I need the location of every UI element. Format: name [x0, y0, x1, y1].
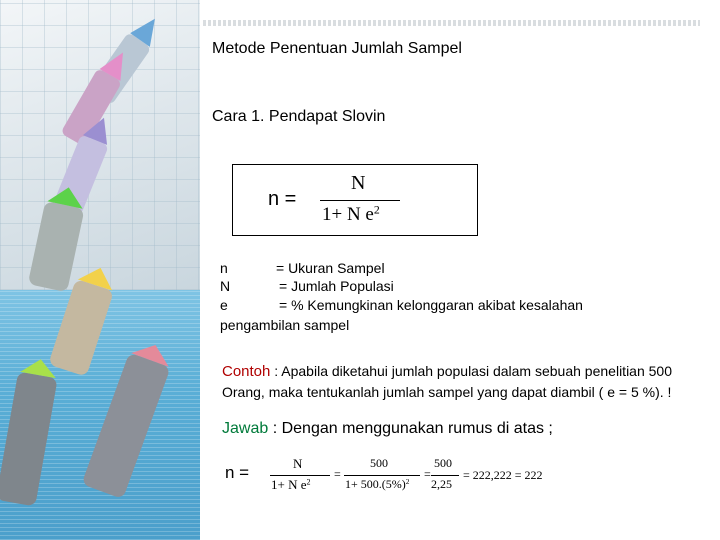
calc-f1-numerator: N	[293, 456, 303, 471]
calc-f1-den-base: 1+ N e	[271, 477, 307, 492]
calc-f3-bar	[431, 475, 459, 476]
definition-symbol-e: e	[220, 297, 228, 313]
formula-fraction-bar	[320, 200, 400, 201]
definition-meaning-n: = Ukuran Sampel	[276, 260, 385, 276]
definition-meaning-e: = % Kemungkinan kelonggaran akibat kesalahan	[279, 297, 583, 313]
example-label: Contoh	[222, 363, 271, 380]
crayon-lime	[0, 356, 60, 507]
definition-symbol-n: n	[220, 260, 228, 276]
calc-fraction-3	[430, 456, 460, 496]
calc-f1-bar	[270, 475, 330, 476]
calc-fraction-2	[342, 456, 422, 496]
formula-numerator: N	[351, 172, 366, 194]
formula-fraction	[318, 172, 402, 228]
calc-result: = 222,222 = 222	[463, 468, 543, 482]
calc-f2-denominator	[345, 477, 409, 492]
calc-f3-numerator: 500	[434, 456, 452, 470]
decorative-crayon-panel	[0, 0, 200, 540]
answer-label: Jawab	[222, 420, 269, 437]
calc-f2-numerator: 500	[370, 456, 388, 470]
formula-denominator	[322, 204, 380, 226]
calc-equals-1: =	[334, 467, 341, 481]
calc-f1-den-exp: 2	[306, 477, 311, 487]
crayons-illustration	[0, 0, 200, 540]
calc-f2-den-exp: 2	[405, 476, 410, 486]
formula-denominator-base: 1+ N e	[322, 204, 374, 225]
definition-meaning-N: = Jumlah Populasi	[279, 278, 394, 294]
calc-equals-2: =	[424, 467, 431, 481]
top-decorative-strip	[203, 20, 700, 26]
calc-f2-bar	[344, 475, 420, 476]
answer-line	[222, 420, 553, 438]
calc-f2-den-base: 1+ 500.(5%)	[345, 477, 406, 491]
definition-continuation: pengambilan sampel	[220, 317, 350, 333]
answer-text: : Dengan menggunakan rumus di atas ;	[272, 420, 553, 437]
formula-lhs: n =	[268, 188, 297, 210]
formula-denominator-exponent: 2	[373, 203, 380, 217]
calculation-lhs: n =	[225, 463, 250, 482]
slide-subtitle: Cara 1. Pendapat Slovin	[212, 108, 386, 125]
calc-fraction-1	[268, 456, 332, 496]
example-paragraph	[222, 361, 682, 402]
slide-title: Metode Penentuan Jumlah Sampel	[212, 40, 462, 57]
definition-symbol-N: N	[220, 278, 231, 294]
crayon-gray-large	[81, 337, 176, 499]
example-text: : Apabila diketahui jumlah populasi dalam sebuah penelitian 500 Orang, maka tentukanlah jumlah sampel yang dapat diambil ( e = 5 %). !	[222, 363, 672, 400]
calc-f3-denominator: 2,25	[431, 477, 452, 491]
calc-f1-denominator	[271, 477, 311, 493]
